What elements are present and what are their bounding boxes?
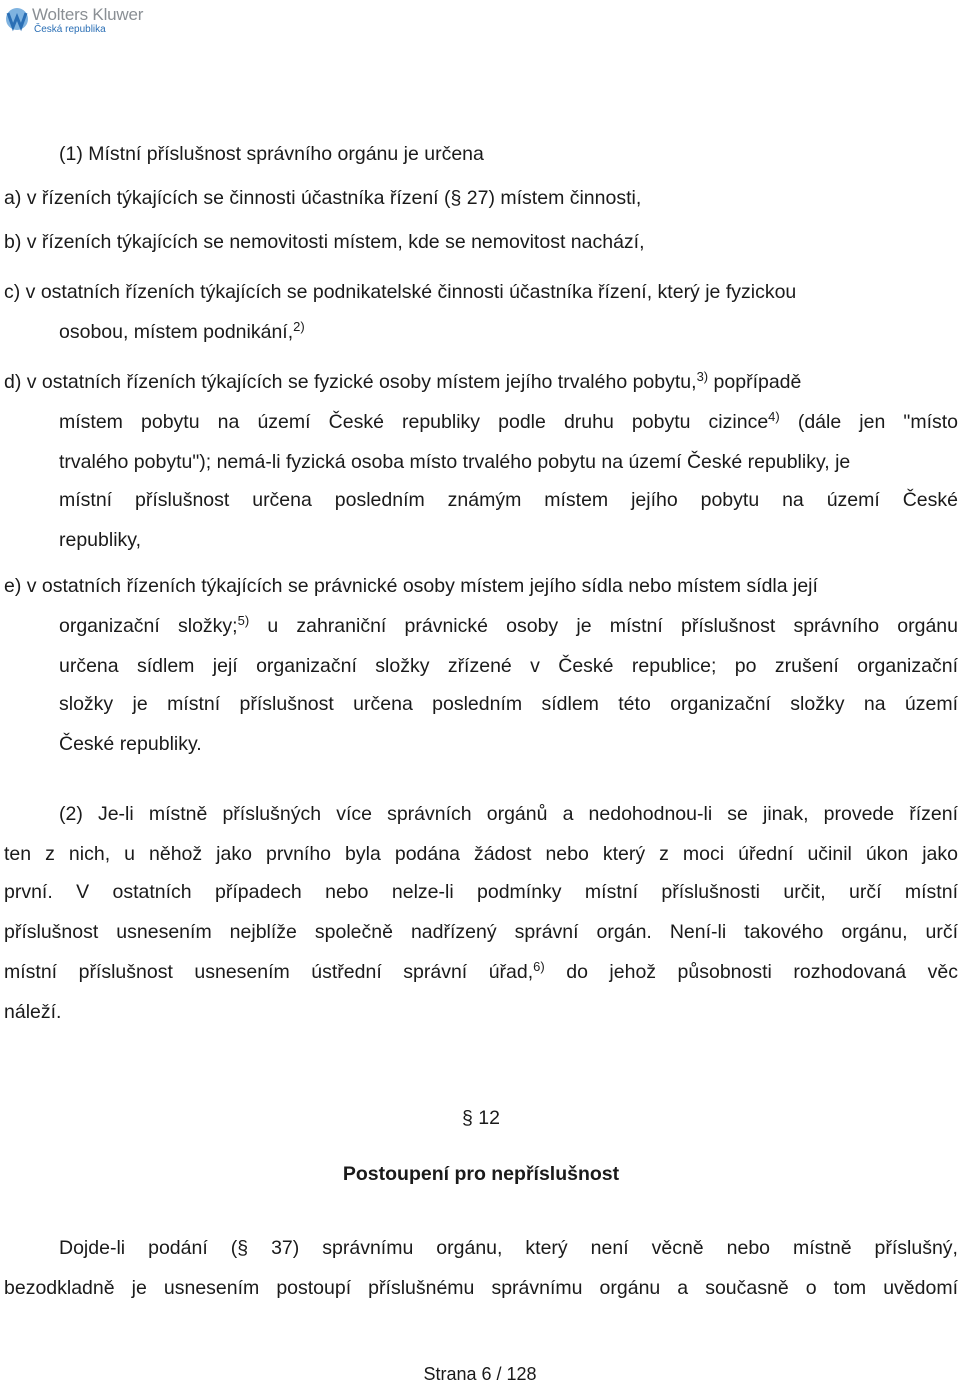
paragraph-line: místní příslušnost usnesením ústřední správní úřad,$^{6)}$ do jehož působnosti rozhodovaná věc [4,959,958,983]
paragraph-line: e) v ostatních řízeních týkajících se právnické osoby místem jejího sídla nebo místem sídla její [4,575,818,597]
paragraph-line: první. V ostatních případech nebo nelze-li podmínky místní příslušnosti určit, určí místní [4,881,958,903]
paragraph-line: ten z nich, u něhož jako prvního byla podána žádost nebo který z moci úřední učinil úkon jako [4,843,958,865]
paragraph-line: místem pobytu na území České republiky podle druhu pobytu cizince$^{4)}$ (dále jen "místo [59,409,958,433]
footnote-ref: 2) [293,319,305,334]
section-sign: § [450,187,462,209]
paragraph-line: příslušnost usnesením nejblíže společně nadřízený správní orgán. Není-li takového orgánu, určí [4,921,958,943]
wolters-kluwer-logo-icon [4,4,30,34]
footnote-ref: 6) [533,959,545,974]
paragraph-line: složky je místní příslušnost určena posledním sídlem této organizační složky na území [59,693,958,715]
paragraph-line: osobou, místem podnikání,$^{2)}$ [59,319,305,343]
paragraph-line: Dojde-li podání (§ 37) správnímu orgánu, který není věcně nebo místně příslušný, [59,1237,958,1259]
paragraph-line: České republiky. [59,733,202,755]
page-number: Strana 6 / 128 [423,1364,537,1384]
section-sign: § [237,1237,249,1259]
section-number: § 12 [462,1107,500,1129]
paragraph-line: organizační složky;$^{5)}$ u zahraniční právnické osoby je místní příslušnost správního orgánu [59,613,958,637]
paragraph-line: d) v ostatních řízeních týkajících se fyzické osoby místem jejího trvalého pobytu,$^{3)}$ popřípadě [4,369,802,393]
paragraph-line: náleží. [4,1001,62,1023]
publisher-logo [2,2,242,38]
footnote-ref: 4) [768,409,780,424]
brand-name: Wolters Kluwer [32,5,144,24]
paragraph-line: bezodkladně je usnesením postoupí příslušnému správnímu orgánu a současně o tom uvědomí [4,1277,958,1299]
paragraph-line: (2) Je-li místně příslušných více správních orgánů a nedohodnou-li se jinak, provede řízení [59,803,958,825]
paragraph-line: (1) Místní příslušnost správního orgánu je určena [59,143,484,165]
footnote-ref: 5) [237,613,250,628]
paragraph-line: b) v řízeních týkajících se nemovitosti místem, kde se nemovitost nachází, [4,231,645,253]
paragraph-line: a) v řízeních týkajících se činnosti účastníka řízení (§ 27) místem činnosti, [4,187,642,209]
section-title: Postoupení pro nepříslušnost [342,1163,620,1185]
brand-subtitle: Česká republika [34,24,106,35]
paragraph-line: republiky, [59,529,142,551]
paragraph-line: trvalého pobytu"); nemá-li fyzická osoba místo trvalého pobytu na území České republiky, je [59,451,851,473]
footnote-ref: 3) [696,369,709,384]
paragraph-line: určena sídlem její organizační složky zřízené v České republice; po zrušení organizační [59,655,958,677]
paragraph-line: místní příslušnost určena posledním známým místem jejího pobytu na území České [59,489,958,511]
paragraph-line: c) v ostatních řízeních týkajících se podnikatelské činnosti účastníka řízení, který je fyzickou [4,281,797,303]
